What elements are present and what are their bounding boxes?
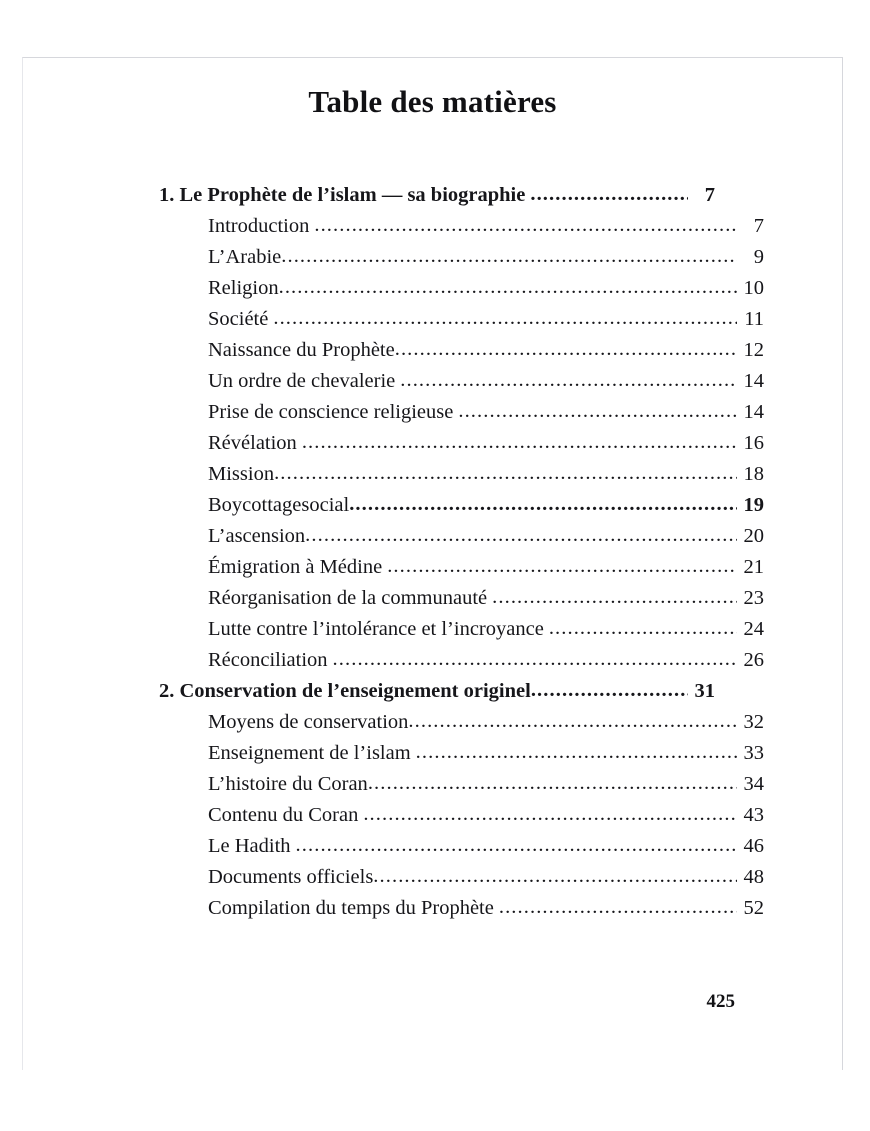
toc-entry-page-number: 48: [743, 866, 764, 888]
toc-entry-page-number: 34: [743, 773, 764, 795]
toc-dot-leader: [314, 210, 737, 241]
toc-entry-row[interactable]: [159, 862, 764, 893]
toc-entry-title: Prise de conscience religieuse: [208, 401, 454, 423]
toc-entry-title: Société: [208, 308, 269, 330]
toc-entry-title: Boycottage: [208, 494, 302, 516]
toc-entry-title: Moyens de conservation: [208, 711, 409, 733]
toc-entry-row[interactable]: [159, 242, 764, 273]
toc-entry-page-number: 18: [743, 463, 764, 485]
toc-entry-page-number: 52: [743, 897, 764, 919]
toc-dot-leader: [333, 644, 737, 675]
toc-dot-leader: [274, 458, 737, 489]
toc-entry-page-number: 24: [743, 618, 764, 640]
toc-entry-page-number: 9: [753, 246, 764, 268]
toc-entry-row[interactable]: [159, 583, 764, 614]
toc-entry-title: Compilation du temps du Prophète: [208, 897, 494, 919]
toc-entry-row[interactable]: [159, 335, 764, 366]
page-number-footer: 425: [706, 991, 735, 1012]
toc-entry-title: Naissance du Prophète: [208, 339, 395, 361]
toc-entry-title: L’histoire du Coran: [208, 773, 368, 795]
page-title: Table des matières: [308, 84, 557, 119]
toc-entry-page-number: 7: [704, 184, 715, 206]
toc-chapter-row[interactable]: [159, 180, 715, 211]
toc-entry-row[interactable]: [159, 211, 764, 242]
toc-entry-title: L’ascension: [208, 525, 306, 547]
toc-entry-title: Émigration à Médine: [208, 556, 383, 578]
toc-entry-row[interactable]: [159, 273, 764, 304]
toc-entry-title: Révélation: [208, 432, 297, 454]
toc-entry-title: Religion: [208, 277, 279, 299]
toc-entry-page-number: 32: [743, 711, 764, 733]
toc-dot-leader: [368, 768, 737, 799]
toc-entry-title: Contenu du Coran: [208, 804, 359, 826]
toc-entry-page-number: 19: [743, 494, 764, 516]
toc-entry-page-number: 33: [743, 742, 764, 764]
toc-dot-leader: [408, 706, 737, 737]
toc-entry-title: Documents officiels: [208, 866, 374, 888]
toc-entry-title: Un ordre de chevalerie: [208, 370, 396, 392]
toc-entry-row[interactable]: [159, 366, 764, 397]
toc-entry-row[interactable]: [159, 893, 764, 924]
toc-entry-title: 2. Conservation de l’enseignement originel: [159, 680, 531, 702]
toc-entry-row[interactable]: [159, 800, 764, 831]
toc-entry-page-number: 23: [743, 587, 764, 609]
toc-entry-title: 1. Le Prophète de l’islam — sa biographie: [159, 184, 526, 206]
toc-entry-row[interactable]: [159, 645, 764, 676]
toc-entry-row[interactable]: [159, 769, 764, 800]
toc-entry-row[interactable]: [159, 707, 764, 738]
toc-entry-row[interactable]: [159, 831, 764, 862]
toc-dot-leader: [387, 551, 737, 582]
toc-entry-row[interactable]: [159, 521, 764, 552]
toc-entry-page-number: 12: [743, 339, 764, 361]
toc-entry-title: Enseignement de l’islam: [208, 742, 411, 764]
toc-dot-leader: [363, 799, 737, 830]
toc-entry-title-emphasis: social: [301, 494, 350, 516]
toc-dot-leader: [302, 427, 737, 458]
toc-entry-row[interactable]: [159, 738, 764, 769]
toc-entry-title: Lutte contre l’intolérance et l’incroyance: [208, 618, 544, 640]
toc-entry-page-number: 31: [694, 680, 715, 702]
toc-entry-title: L’Arabie: [208, 246, 282, 268]
toc-entry-page-number: 14: [743, 370, 764, 392]
toc-entry-title: Réorganisation de la communauté: [208, 587, 488, 609]
toc-entry-row[interactable]: [159, 428, 764, 459]
toc-entry-page-number: 11: [744, 308, 764, 330]
toc-entry-row[interactable]: [159, 552, 764, 583]
toc-dot-leader: [305, 520, 737, 551]
toc-entry-page-number: 43: [743, 804, 764, 826]
toc-dot-leader: [492, 582, 737, 613]
toc-entry-title: Introduction: [208, 215, 310, 237]
toc-entry-page-number: 7: [753, 215, 764, 237]
toc-entry-page-number: 16: [743, 432, 764, 454]
toc-dot-leader: [373, 861, 737, 892]
toc-entry-row[interactable]: [159, 397, 764, 428]
toc-dot-leader: [279, 272, 737, 303]
toc-chapter-row[interactable]: [159, 676, 715, 707]
toc-entry-title: Réconciliation: [208, 649, 328, 671]
toc-dot-leader: [499, 892, 737, 923]
toc-entry-page-number: 14: [743, 401, 764, 423]
toc-dot-leader: [296, 830, 737, 861]
toc-entry-page-number: 21: [743, 556, 764, 578]
toc-entry-row[interactable]: [159, 614, 764, 645]
toc-dot-leader: [458, 396, 737, 427]
toc-dot-leader: [549, 613, 737, 644]
toc-entry-title: Mission: [208, 463, 275, 485]
toc-dot-leader: [395, 334, 737, 365]
toc-dot-leader: [530, 179, 688, 210]
toc-entry-title: Le Hadith: [208, 835, 291, 857]
toc-entry-page-number: 46: [743, 835, 764, 857]
toc-dot-leader: [273, 303, 737, 334]
toc-dot-leader: [281, 241, 737, 272]
toc-dot-leader: [416, 737, 737, 768]
table-of-contents-list: [159, 180, 764, 924]
toc-entry-row[interactable]: [159, 490, 764, 521]
toc-entry-row[interactable]: [159, 459, 764, 490]
document-page-sheet: [22, 57, 843, 1070]
toc-dot-leader: [400, 365, 737, 396]
toc-dot-leader: [531, 675, 688, 706]
toc-entry-page-number: 20: [743, 525, 764, 547]
toc-entry-page-number: 10: [743, 277, 764, 299]
toc-entry-row[interactable]: [159, 304, 764, 335]
toc-entry-page-number: 26: [743, 649, 764, 671]
toc-dot-leader: [349, 489, 737, 520]
